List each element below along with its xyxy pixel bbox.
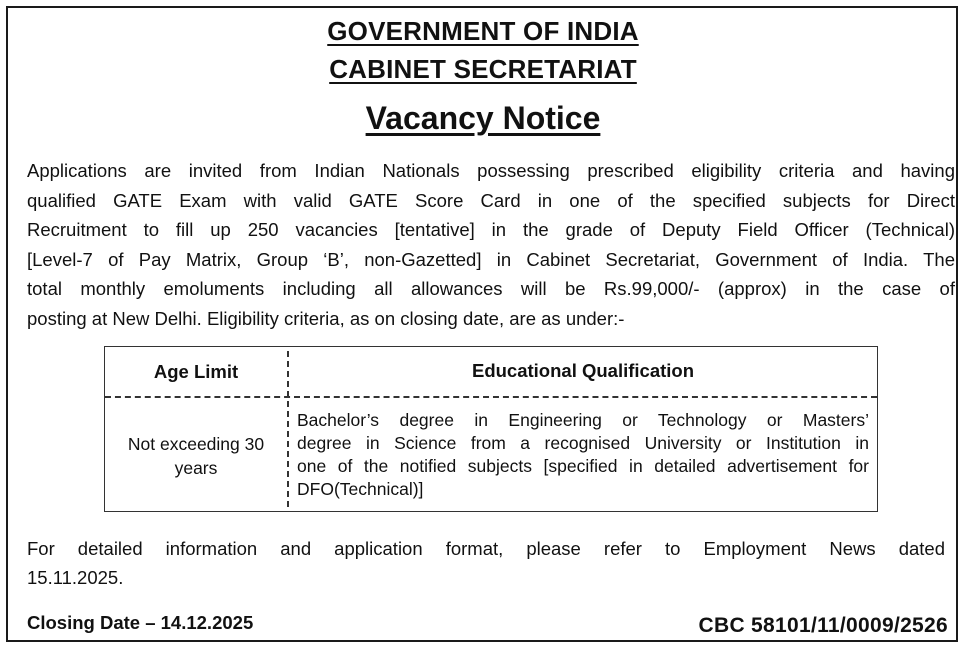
intro-line: qualified GATE Exam with valid GATE Score Card in one of the specified subjects for Direct [27,189,955,211]
qualification-line: degree in Science from a recognised University or Institution in [297,433,869,453]
notice-title-text: Vacancy Notice [365,100,601,136]
intro-line: [Level-7 of Pay Matrix, Group ‘B’, non-Gazetted] in Cabinet Secretariat, Government of India. The [27,248,955,270]
intro-paragraph [27,156,955,333]
government-heading-text: GOVERNMENT OF INDIA [327,16,639,46]
intro-line: Recruitment to fill up 250 vacancies [tentative] in the grade of Deputy Field Officer (Technical) [27,219,955,240]
intro-line: total monthly emoluments including all allowances will be Rs.99,000/- (approx) in the case of [27,278,955,299]
intro-line: Applications are invited from Indian Nationals possessing prescribed eligibility criteria and having [27,160,955,181]
detailed-info-line: For detailed information and application format, please refer to Employment News dated [27,538,945,559]
closing-date: Closing Date – 14.12.2025 [27,612,254,633]
detailed-info-paragraph [27,534,945,592]
secretariat-heading [0,54,966,85]
intro-line: posting at New Delhi. Eligibility criteria, as on closing date, are as under:- [27,307,625,329]
qualification-line: DFO(Technical)] [297,479,424,499]
government-heading [0,16,966,47]
cbc-code: CBC 58101/11/0009/2526 [698,614,948,637]
qualification-cell [297,409,869,501]
age-limit-cell [105,432,287,480]
qualification-line: one of the notified subjects [specified in detailed advertisement for [297,456,869,476]
eligibility-table [104,346,878,512]
qualification-line: Bachelor’s degree in Engineering or Technology or Masters’ [297,410,869,430]
notice-title [0,100,966,137]
secretariat-heading-text: CABINET SECRETARIAT [329,54,637,84]
table-row-divider [105,396,877,398]
age-limit-header: Age Limit [153,361,239,382]
employment-news-date: 15.11.2025. [27,567,124,588]
qualification-header: Educational Qualification [471,360,695,381]
age-limit-line: Not exceeding 30 [127,434,265,454]
age-limit-line: years [174,458,218,478]
